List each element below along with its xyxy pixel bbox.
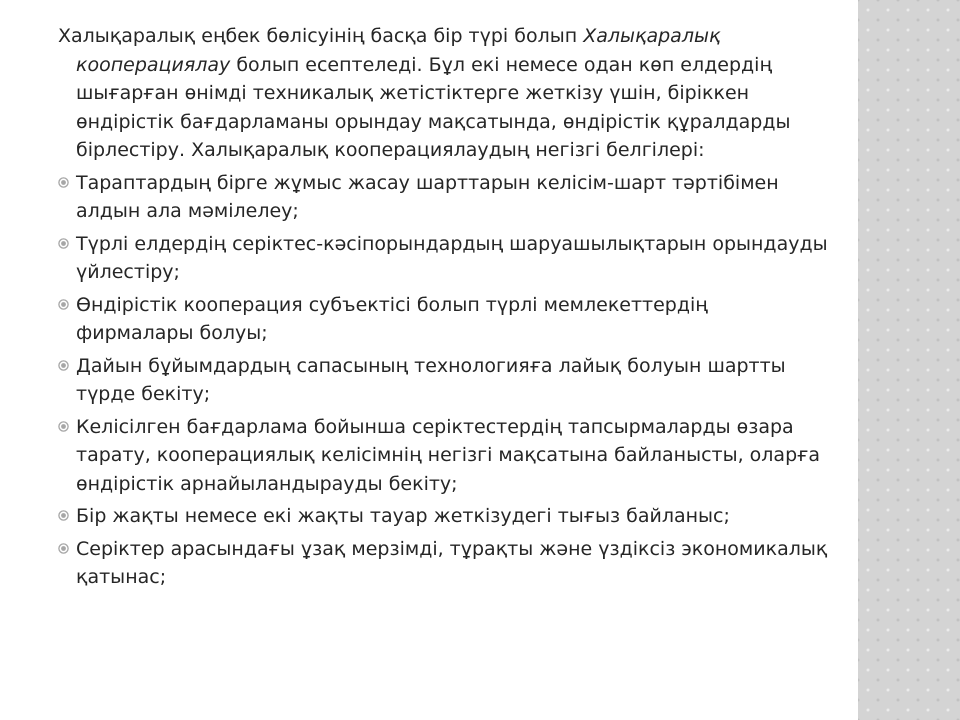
bullet-text: Дайын бұйымдардың сапасының технологияға лайық болуын шартты түрде бекіту; xyxy=(76,354,786,405)
circle-bullet-icon xyxy=(58,360,69,371)
slide-content xyxy=(58,22,828,596)
bullet-text: Серіктер арасындағы ұзақ мерзімді, тұрақты және үздіксіз экономикалық қатынас; xyxy=(76,537,828,588)
intro-paragraph xyxy=(58,22,828,165)
circle-bullet-icon xyxy=(58,510,69,521)
intro-text-start: Халықаралық еңбек бөлісуінің басқа бір түрі болып xyxy=(58,25,584,47)
bullet-text: Түрлі елдердің серіктес-кәсіпорындардың шаруашылықтарын орындауды үйлестіру; xyxy=(76,232,828,283)
bullet-item xyxy=(58,502,828,531)
bullet-item xyxy=(58,352,828,409)
bullet-item xyxy=(58,169,828,226)
circle-bullet-icon xyxy=(58,543,69,554)
bullet-text: Тараптардың бірге жұмыс жасау шарттарын келісім-шарт тәртібімен алдын ала мәмілелеу; xyxy=(76,171,779,222)
bullet-item xyxy=(58,291,828,348)
circle-bullet-icon xyxy=(58,177,69,188)
circle-bullet-icon xyxy=(58,299,69,310)
bullet-list xyxy=(58,169,828,592)
bullet-text: Келісілген бағдарлама бойынша серіктестердің тапсырмаларды өзара тарату, кооперациялық келісімнің негізгі мақсатына байланысты, оларға өндірістік арнайыландырауды бекіту; xyxy=(76,415,820,495)
decorative-side-strip xyxy=(858,0,960,720)
intro-emphasis: Халықаралық кооперациялау xyxy=(76,25,721,76)
intro-text-end: болып есептеледі. Бұл екі немесе одан көп елдердің шығарған өнімді техникалық жетістіктерге жеткізу үшін, біріккен өндірістік бағдарламаны орындау мақсатында, өндірістік құралдарды бірлестіру. Халықаралық кооперациялаудың негізгі белгілері: xyxy=(76,53,791,161)
bullet-item xyxy=(58,230,828,287)
bullet-item xyxy=(58,535,828,592)
circle-bullet-icon xyxy=(58,421,69,432)
bullet-text: Бір жақты немесе екі жақты тауар жеткізудегі тығыз байланыс; xyxy=(76,505,730,527)
bullet-item xyxy=(58,413,828,499)
circle-bullet-icon xyxy=(58,238,69,249)
bullet-text: Өндірістік кооперация субъектісі болып түрлі мемлекеттердің фирмалары болуы; xyxy=(76,293,708,344)
